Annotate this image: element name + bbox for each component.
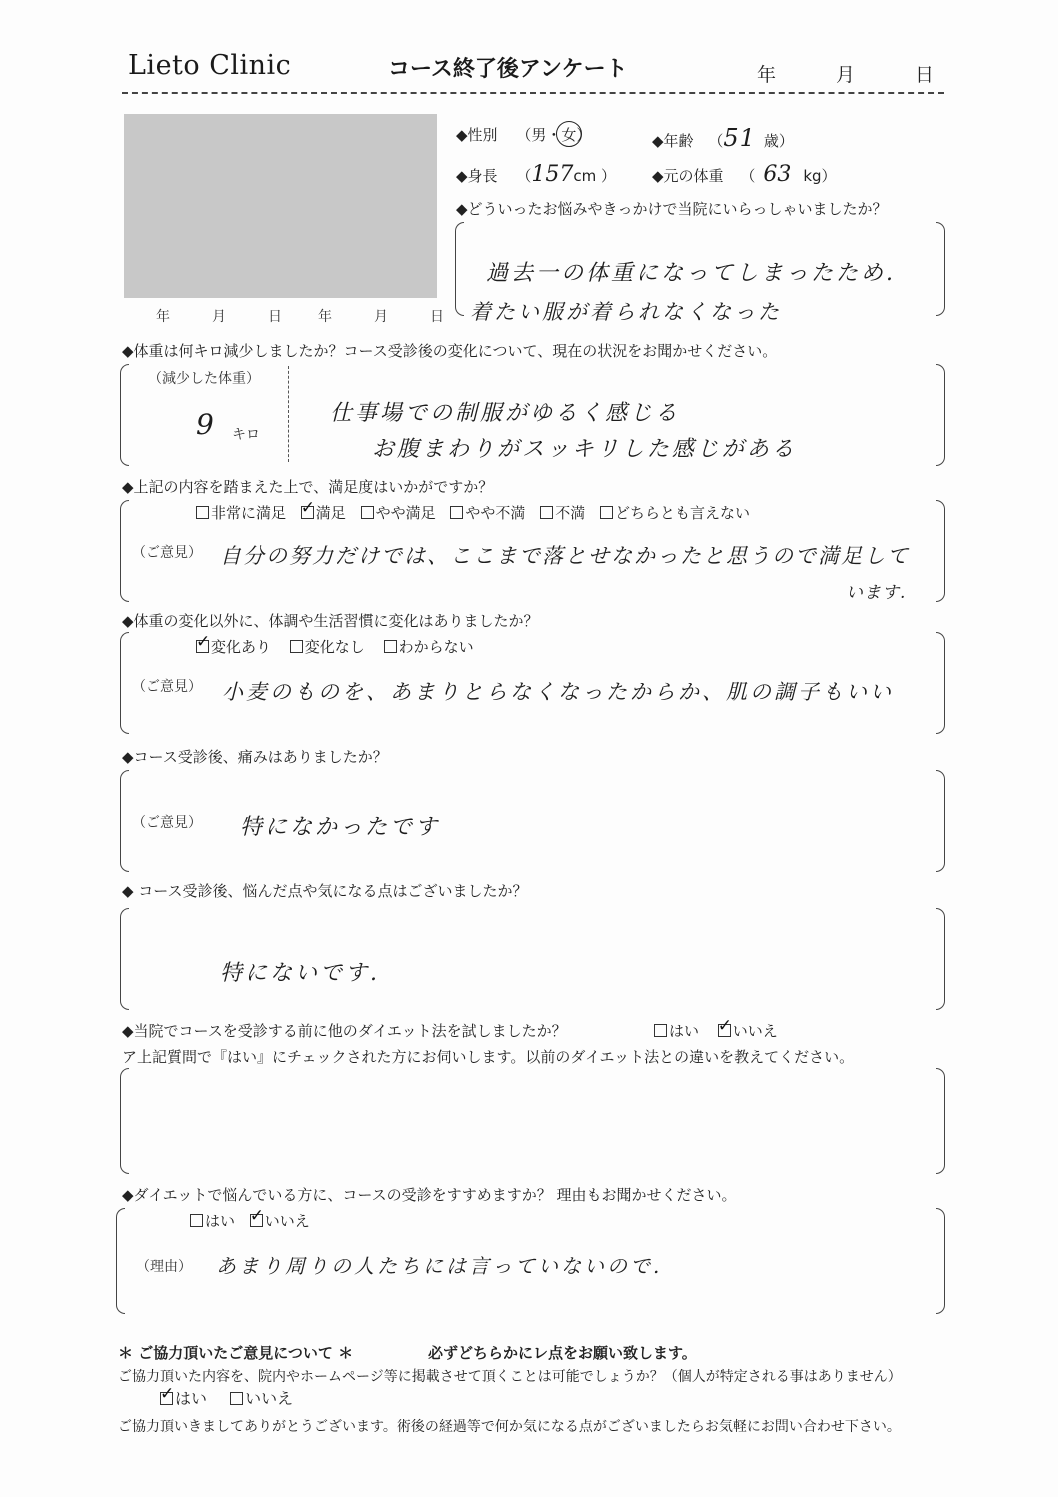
footer-thanks: ご協力頂いきましてありがとうございます。術後の経過等で何か気になる点がございましたらお気軽にお問い合わせ下さい。 bbox=[118, 1419, 901, 1435]
photo-date-after: 年 月 日 bbox=[318, 309, 458, 325]
weight-value: 63 bbox=[763, 162, 792, 187]
header-month: 月 bbox=[836, 64, 856, 86]
q1-bracket-left bbox=[455, 222, 464, 316]
q3-checkbox-4[interactable] bbox=[540, 506, 553, 519]
q3-checkbox-5[interactable] bbox=[600, 506, 613, 519]
consent-option-no[interactable]: いいえ bbox=[230, 1389, 293, 1408]
q4-text: ◆体重の変化以外に、体調や生活習慣に変化はありましたか？ bbox=[122, 612, 539, 630]
q7-text: ◆当院でコースを受診する前に他のダイエット法を試しましたか？ bbox=[122, 1022, 567, 1040]
photo-placeholder bbox=[124, 114, 437, 298]
q8-checkbox-no[interactable] bbox=[249, 1206, 265, 1227]
survey-title: コース終了後アンケート bbox=[388, 57, 628, 82]
q7-bracket-right bbox=[936, 1068, 945, 1174]
q3-checkbox-0[interactable] bbox=[196, 506, 209, 519]
q1-answer-line1: 過去一の体重になってしまったため. bbox=[486, 261, 896, 286]
weight-unit: kg） bbox=[803, 167, 837, 185]
q4-option-unknown[interactable]: わからない bbox=[384, 638, 474, 656]
q3-option-dissatisfied[interactable]: 不満 bbox=[540, 504, 585, 522]
height-value: 157 bbox=[531, 162, 574, 187]
q3-answer-line1: 自分の努力だけでは、ここまで落とせなかったと思うので満足して bbox=[220, 544, 910, 568]
q3-answer-line2: います. bbox=[846, 583, 907, 603]
q3-options bbox=[196, 498, 750, 523]
q8-option-no[interactable]: ✓ いいえ bbox=[249, 1206, 310, 1230]
q2-bracket-left bbox=[120, 364, 129, 466]
check-mark-icon: ✓ bbox=[717, 1016, 733, 1036]
q3-option-satisfied[interactable]: ✓ 満足 bbox=[300, 498, 346, 522]
height-open: （ bbox=[516, 167, 532, 185]
gender-female: 女 bbox=[561, 126, 576, 144]
q7-sub-text: ア上記質問で『はい』にチェックされた方にお伺いします。以前のダイエット法との違いを教えてください。 bbox=[122, 1048, 855, 1066]
q1-text: ◆どういったお悩みやきっかけで当院にいらっしゃいましたか？ bbox=[456, 200, 888, 218]
q3-text: ◆上記の内容を踏まえた上で、満足度はいかがですか？ bbox=[122, 478, 494, 496]
q4-bracket-left bbox=[120, 632, 129, 734]
q5-opinion-label: （ご意見） bbox=[132, 815, 202, 831]
q7-option-yes[interactable]: はい bbox=[654, 1022, 699, 1040]
q3-option-somewhat-dissatisfied[interactable]: やや不満 bbox=[450, 504, 525, 522]
q8-option-yes[interactable]: はい bbox=[190, 1212, 235, 1230]
q7-option-no[interactable]: ✓ いいえ bbox=[717, 1016, 778, 1040]
q8-answer: あまり周りの人たちには言っていないので. bbox=[216, 1254, 663, 1278]
q1-answer-line2: 着たい服が着られなくなった bbox=[470, 300, 782, 324]
weight-label: ◆元の体重 bbox=[652, 167, 724, 185]
q7-options bbox=[654, 1016, 778, 1041]
q6-answer: 特にないです. bbox=[220, 961, 380, 986]
header-divider bbox=[122, 92, 944, 94]
consent-checkbox-no[interactable] bbox=[230, 1392, 243, 1405]
q4-bracket-right bbox=[936, 632, 945, 734]
q8-bracket-right bbox=[936, 1208, 945, 1314]
q2-bracket-right bbox=[936, 364, 945, 466]
q8-checkbox-yes[interactable] bbox=[190, 1214, 203, 1227]
q7-bracket-left bbox=[120, 1068, 129, 1174]
check-mark-icon: ✓ bbox=[160, 1384, 175, 1404]
q3-opinion-label: （ご意見） bbox=[132, 545, 202, 561]
q3-option-neither[interactable]: どちらとも言えない bbox=[600, 504, 750, 522]
q5-text: ◆コース受診後、痛みはありましたか？ bbox=[122, 748, 388, 766]
q3-checkbox-3[interactable] bbox=[450, 506, 463, 519]
q2-answer-line1: 仕事場での制服がゆるく感じる bbox=[330, 401, 681, 426]
height-field bbox=[456, 162, 616, 187]
q6-bracket-right bbox=[936, 908, 945, 1010]
height-label: ◆身長 bbox=[456, 167, 498, 185]
q3-bracket-left bbox=[120, 500, 129, 602]
gender-field bbox=[456, 124, 591, 145]
q4-checkbox-2[interactable] bbox=[384, 640, 397, 653]
q7-checkbox-yes[interactable] bbox=[654, 1024, 667, 1037]
q3-bracket-right bbox=[936, 500, 945, 602]
q4-checkbox-1[interactable] bbox=[290, 640, 303, 653]
q7-checkbox-no[interactable] bbox=[717, 1016, 733, 1037]
header-day: 日 bbox=[915, 64, 935, 86]
consent-option-yes[interactable]: ✓ はい bbox=[160, 1384, 208, 1408]
q2-separator bbox=[288, 366, 289, 462]
q4-checkbox-0[interactable] bbox=[196, 632, 211, 653]
q3-checkbox-2[interactable] bbox=[361, 506, 374, 519]
q8-reason-label: （理由） bbox=[136, 1259, 192, 1275]
check-mark-icon: ✓ bbox=[300, 498, 316, 518]
gender-close: ） bbox=[576, 126, 592, 144]
consent-options bbox=[160, 1386, 293, 1409]
check-mark-icon: ✓ bbox=[196, 632, 211, 652]
consent-checkbox-yes[interactable] bbox=[160, 1384, 175, 1405]
q5-answer: 特になかったです bbox=[240, 815, 441, 840]
age-value: 51 bbox=[723, 124, 756, 152]
q2-loss-value: 9 bbox=[196, 408, 217, 441]
q2-loss-unit: キロ bbox=[232, 427, 260, 443]
consent-heading: ＊ ご協力頂いたご意見について ＊ bbox=[118, 1344, 354, 1362]
q5-bracket-left bbox=[120, 770, 129, 872]
clinic-brand: Lieto Clinic bbox=[128, 50, 292, 81]
q4-option-changed[interactable]: ✓ 変化あり bbox=[196, 632, 272, 656]
consent-heading-note: 必ずどちらかにレ点をお願い致します。 bbox=[428, 1344, 697, 1362]
age-field bbox=[652, 124, 794, 152]
check-mark-icon: ✓ bbox=[249, 1206, 265, 1226]
header-year: 年 bbox=[757, 64, 777, 86]
gender-label: ◆性別 bbox=[456, 126, 498, 144]
q2-answer-line2: お腹まわりがスッキリした感じがある bbox=[372, 437, 797, 462]
gender-male: （男・ bbox=[516, 126, 562, 144]
q6-bracket-left bbox=[120, 908, 129, 1010]
q3-option-very-satisfied[interactable]: 非常に満足 bbox=[196, 504, 286, 522]
q8-options bbox=[190, 1206, 310, 1231]
q4-answer: 小麦のものを、あまりとらなくなったからか、肌の調子もいい bbox=[222, 680, 894, 704]
q1-bracket-right bbox=[936, 222, 945, 316]
q2-loss-label: （減少した体重） bbox=[148, 371, 260, 387]
q4-option-no-change[interactable]: 変化なし bbox=[290, 638, 365, 656]
age-label: ◆年齢 bbox=[652, 132, 694, 150]
weight-open: （ bbox=[740, 167, 756, 185]
q5-bracket-right bbox=[936, 770, 945, 872]
age-unit: 歳） bbox=[763, 132, 794, 150]
q4-opinion-label: （ご意見） bbox=[132, 679, 202, 695]
q4-options bbox=[196, 632, 474, 657]
weight-field bbox=[652, 162, 837, 187]
q3-option-somewhat-satisfied[interactable]: やや満足 bbox=[361, 504, 436, 522]
q8-text: ◆ダイエットで悩んでいる方に、コースの受診をすすめますか？ 理由もお聞かせください。 bbox=[122, 1186, 737, 1204]
photo-date-before: 年 月 日 bbox=[156, 309, 296, 325]
q6-text: ◆ コース受診後、悩んだ点や気になる点はございましたか？ bbox=[122, 882, 528, 900]
q2-text: ◆体重は何キロ減少しましたか？コース受診後の変化について、現在の状況をお聞かせください。 bbox=[122, 342, 778, 360]
q8-bracket-left bbox=[116, 1208, 125, 1314]
height-unit: cm ） bbox=[573, 167, 616, 185]
q3-checkbox-1[interactable] bbox=[300, 498, 316, 519]
consent-text: ご協力頂いた内容を、院内やホームページ等に掲載させて頂くことは可能でしょうか？（個人が特定される事はありません） bbox=[118, 1369, 902, 1385]
age-open: （ bbox=[708, 132, 724, 150]
